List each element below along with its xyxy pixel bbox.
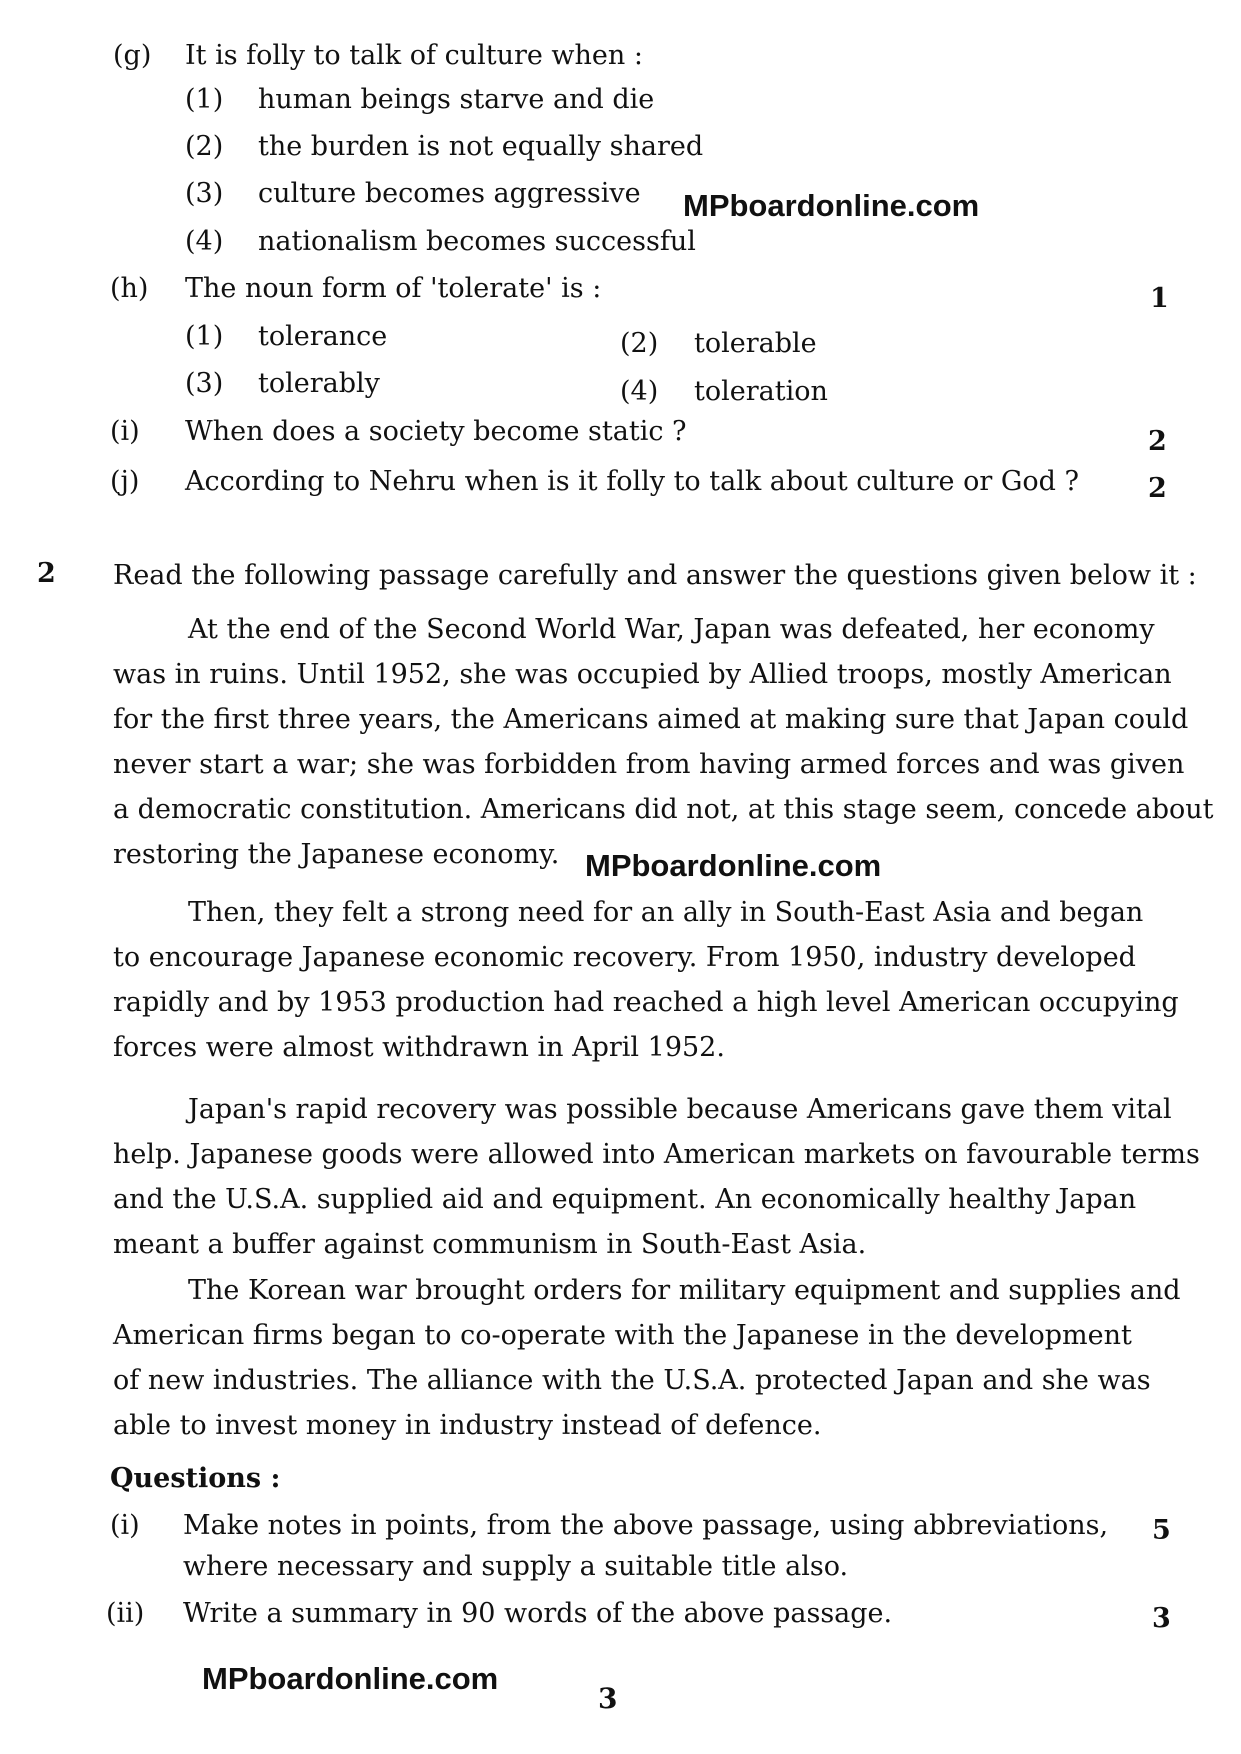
q-h-opt2-num: (2) bbox=[620, 328, 659, 359]
q-h-opt3-num: (3) bbox=[185, 368, 224, 399]
q-h-stem: The noun form of 'tolerate' is : bbox=[185, 273, 602, 304]
q2-i-label: (i) bbox=[110, 1510, 140, 1541]
q-g-opt4-text: nationalism becomes successful bbox=[258, 226, 696, 257]
passage-line: restoring the Japanese economy. bbox=[113, 839, 560, 870]
q-j-marks: 2 bbox=[1148, 473, 1167, 504]
passage-line: was in ruins. Until 1952, she was occupied by Allied troops, mostly American bbox=[113, 659, 1172, 690]
passage-line: a democratic constitution. Americans did not, at this stage seem, concede about bbox=[113, 794, 1214, 825]
q-h-opt3-text: tolerably bbox=[258, 368, 380, 399]
watermark-1: MPboardonline.com bbox=[683, 188, 980, 223]
q-g-opt2-text: the burden is not equally shared bbox=[258, 131, 704, 162]
passage-line: The Korean war brought orders for military equipment and supplies and bbox=[188, 1275, 1181, 1306]
q2-ii-line1: Write a summary in 90 words of the above passage. bbox=[183, 1598, 893, 1629]
passage-line: Japan's rapid recovery was possible because Americans gave them vital bbox=[188, 1094, 1172, 1125]
q-h-opt1-text: tolerance bbox=[258, 321, 388, 352]
q-h-opt4-num: (4) bbox=[620, 376, 659, 407]
q-g-opt2-num: (2) bbox=[185, 131, 224, 162]
q-g-label: (g) bbox=[113, 40, 152, 71]
q2-i-line1: Make notes in points, from the above passage, using abbreviations, bbox=[183, 1510, 1109, 1541]
passage-paragraph-2 bbox=[113, 890, 1179, 1070]
q2-instruction: Read the following passage carefully and answer the questions given below it : bbox=[113, 560, 1197, 591]
passage-line: and the U.S.A. supplied aid and equipment. An economically healthy Japan bbox=[113, 1184, 1137, 1215]
q-i-text: When does a society become static ? bbox=[185, 416, 687, 447]
passage-line: able to invest money in industry instead of defence. bbox=[113, 1410, 822, 1441]
q-i-marks: 2 bbox=[1148, 426, 1167, 457]
q2-i-marks: 5 bbox=[1152, 1515, 1171, 1546]
q-h-opt1-num: (1) bbox=[185, 321, 224, 352]
passage-line: rapidly and by 1953 production had reached a high level American occupying bbox=[113, 987, 1179, 1018]
passage-line: of new industries. The alliance with the U.S.A. protected Japan and she was bbox=[113, 1365, 1151, 1396]
q-g-opt1-num: (1) bbox=[185, 84, 224, 115]
passage-line: never start a war; she was forbidden from having armed forces and was given bbox=[113, 749, 1185, 780]
q2-i-line2: where necessary and supply a suitable title also. bbox=[183, 1551, 849, 1582]
q-g-stem: It is folly to talk of culture when : bbox=[185, 40, 643, 71]
q2-ii-label: (ii) bbox=[106, 1598, 145, 1629]
q-h-label: (h) bbox=[110, 273, 149, 304]
q2-ii-marks: 3 bbox=[1152, 1603, 1171, 1634]
q-h-opt2-text: tolerable bbox=[694, 328, 817, 359]
q-g-opt3-num: (3) bbox=[185, 178, 224, 209]
passage-line: help. Japanese goods were allowed into American markets on favourable terms bbox=[113, 1139, 1200, 1170]
q-g-opt1-text: human beings starve and die bbox=[258, 84, 655, 115]
q-h-opt4-text: toleration bbox=[694, 376, 828, 407]
passage-line: At the end of the Second World War, Japan was defeated, her economy bbox=[188, 614, 1155, 645]
passage-line: Then, they felt a strong need for an ally in South-East Asia and began bbox=[188, 897, 1144, 928]
passage-line: forces were almost withdrawn in April 1952. bbox=[113, 1032, 725, 1063]
page-number: 3 bbox=[598, 1682, 618, 1715]
q-j-text: According to Nehru when is it folly to talk about culture or God ? bbox=[185, 466, 1080, 497]
passage-paragraph-4 bbox=[113, 1268, 1181, 1448]
passage-line: American firms began to co-operate with the Japanese in the development bbox=[113, 1320, 1132, 1351]
watermark-3: MPboardonline.com bbox=[202, 1661, 499, 1696]
passage-line: meant a buffer against communism in South-East Asia. bbox=[113, 1229, 867, 1260]
passage-paragraph-1 bbox=[113, 607, 1214, 877]
passage-paragraph-3 bbox=[113, 1087, 1200, 1267]
q-g-opt3-text: culture becomes aggressive bbox=[258, 178, 641, 209]
q-g-opt4-num: (4) bbox=[185, 226, 224, 257]
watermark-2: MPboardonline.com bbox=[585, 848, 882, 883]
questions-heading: Questions : bbox=[110, 1463, 281, 1494]
q-j-label: (j) bbox=[110, 466, 140, 497]
passage-line: for the first three years, the Americans aimed at making sure that Japan could bbox=[113, 704, 1189, 735]
q-i-label: (i) bbox=[110, 416, 140, 447]
q2-number: 2 bbox=[37, 558, 56, 589]
passage-line: to encourage Japanese economic recovery. From 1950, industry developed bbox=[113, 942, 1136, 973]
q-h-marks: 1 bbox=[1150, 283, 1169, 314]
